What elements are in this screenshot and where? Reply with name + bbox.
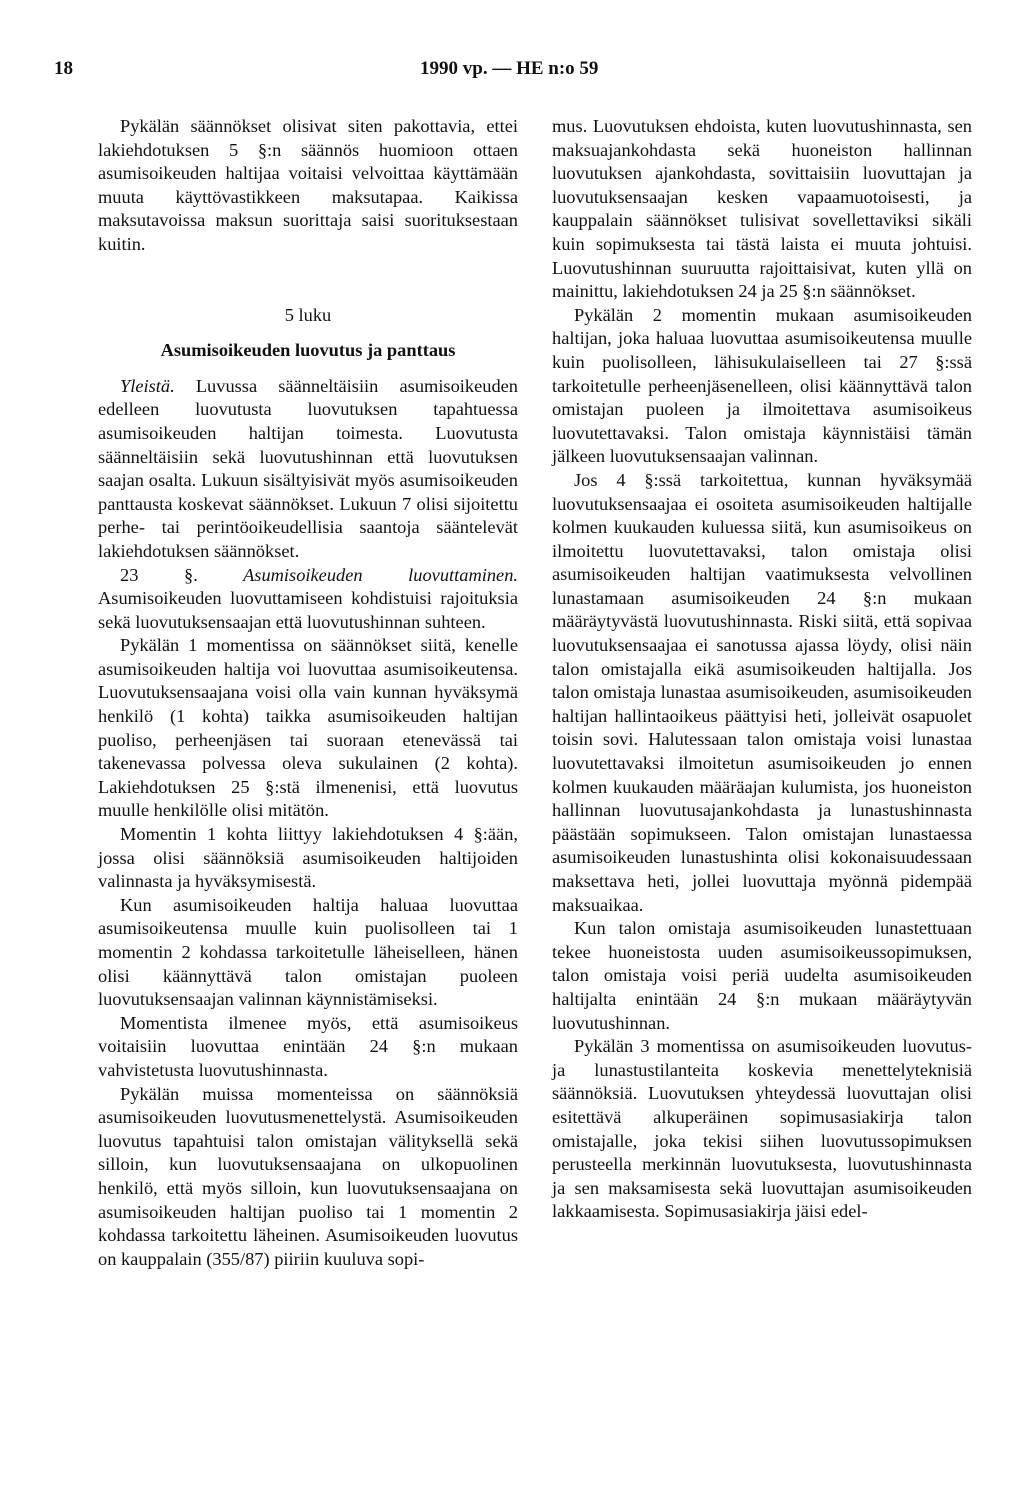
paragraph: Pykälän säännökset olisivat siten pakottavia, ettei lakiehdotuksen 5 §:n säännös huomioon ottaen asumisoikeuden haltijaa voitaisi velvoittaa käyttämään muuta käyttövastikkeen maksutapaa. Kaikissa maksutavoissa maksun suorittaja saisi suorituksestaan kuitin.	[98, 116, 518, 254]
page-number: 18	[54, 58, 73, 79]
paragraph: mus. Luovutuksen ehdoista, kuten luovutushinnasta, sen maksuajankohdasta sekä huoneiston hallinnan luovutuksen ajankohdasta, sovittaisiin luovuttajan ja luovutuksensaajan kesken vapaamuotoisesti, ja kauppalain säännökset tulisivat sovellettaviksi sikäli kuin sopimuksesta tai tästä laista ei muuta johtuisi. Luovutushinnan suuruutta rajoittaisivat, kuten yllä on mainittu, lakiehdotuksen 24 ja 25 §:n säännökset.	[552, 116, 972, 302]
left-column	[98, 115, 518, 1271]
section-title: Asumisoikeuden luovuttaminen.	[197, 564, 518, 585]
paragraph: Kun talon omistaja asumisoikeuden lunastettuaan tekee huoneistosta uuden asumisoikeussopimuksen, talon omistaja voisi periä uudelta asumisoikeuden haltijalta enintään 24 §:n mukaan määräytyvän luovutushinnan.	[552, 918, 972, 1033]
paragraph	[98, 564, 518, 635]
chapter-title: Asumisoikeuden luovutus ja panttaus	[160, 340, 456, 361]
paragraph: Pykälän 1 momentissa on säännökset siitä, kenelle asumisoikeuden haltija voi luovuttaa asumisoikeutensa. Luovutuksensaajana voisi olla vain kunnan hyväksymä henkilö (1 kohta) taikka asumisoikeuden haltijan puoliso, perheenjäsen tai suoraan etenevässä tai takenevassa polvessa oleva sukulainen (2 kohta). Lakiehdotuksen 25 §:stä ilmenenisi, että luovutus muulle henkilölle olisi mitätön.	[98, 635, 518, 821]
paragraph-text: Luvussa säänneltäisiin asumisoikeuden edelleen luovutusta luovutuksen tapahtuessa asumisoikeuden haltijan toimesta. Luovutusta säänneltäisiin sekä luovutushinnan että luovutuksen saajan osalta. Lukuun sisältyisivät myös asumisoikeuden panttausta koskevat säännökset. Lukuun 7 olisi sijoitettu perhe- tai perintöoikeudellisia saantoja sääntelevät lakiehdotuksen säännökset.	[98, 375, 518, 561]
paragraph	[98, 375, 518, 564]
paragraph: Momentista ilmenee myös, että asumisoikeus voitaisiin luovuttaa enintään 24 §:n mukaan vahvistetusta luovutushinnasta.	[98, 1012, 518, 1080]
paragraph-text: Asumisoikeuden luovuttamiseen kohdistuisi rajoituksia sekä luovutuksensaajan että luovutushinnan suhteen.	[98, 588, 518, 632]
right-column	[552, 115, 972, 1224]
paragraph: Pykälän 3 momentissa on asumisoikeuden luovutus- ja lunastustilanteita koskevia menettelyteknisiä säännöksiä. Luovutuksen yhteydessä luovuttajan olisi esitettävä alkuperäinen sopimusasiakirja talon omistajalle, joka tekisi siihen luovutussopimuksen perusteella merkinnän luovutuksesta, luovutushinnasta ja sen maksamisesta sekä luovuttajan asumisoikeuden lakkaamisesta. Sopimusasiakirja jäisi edel-	[552, 1036, 972, 1222]
paragraph: Kun asumisoikeuden haltija haluaa luovuttaa asumisoikeutensa muulle kuin puolisolleen tai 1 momentin 2 kohdassa tarkoitetulle läheiselleen, hänen olisi käännyttävä talon omistajan puoleen luovutuksensaajan valinnan käynnistämiseksi.	[98, 894, 518, 1010]
section-number: 23 §.	[120, 564, 198, 585]
paragraph: Momentin 1 kohta liittyy lakiehdotuksen 4 §:ään, jossa olisi säännöksiä asumisoikeuden haltijoiden valinnasta ja hyväksymisestä.	[98, 824, 518, 892]
paragraph: Pykälän muissa momenteissa on säännöksiä asumisoikeuden luovutusmenettelystä. Asumisoikeuden luovutus tapahtuisi talon omistajan välityksellä sekä silloin, kun luovutuksensaajana on ulkopuolinen henkilö, että myös silloin, kun luovutuksensaajana on asumisoikeuden haltijan puoliso tai 1 momentin 2 kohdassa tarkoitettu läheinen. Asumisoikeuden luovutus on kauppalain (355/87) piiriin kuuluva sopi-	[98, 1083, 518, 1269]
paragraph: Pykälän 2 momentin mukaan asumisoikeuden haltijan, joka haluaa luovuttaa asumisoikeutensa muulle kuin puolisolleen, lähisukulaiselleen tai 27 §:ssä tarkoitetulle perheenjäsenelleen, olisi käännyttävä talon omistajan puoleen ja ilmoitettava asumisoikeus luovutettavaksi. Talon omistaja käynnistäisi tämän jälkeen luovutuksensaajan valinnan.	[552, 304, 972, 467]
paragraph-lead: Yleistä.	[120, 375, 175, 396]
running-header: 1990 vp. — HE n:o 59	[420, 58, 599, 79]
paragraph: Jos 4 §:ssä tarkoitettua, kunnan hyväksymää luovutuksensaajaa ei osoiteta asumisoikeuden haltijalle kolmen kuukauden kuluessa siitä, kun asumisoikeus on ilmoitettu luovutettavaksi, talon omistaja olisi asumisoikeuden haltijan vaatimuksesta velvollinen lunastamaan asumisoikeuden 24 §:n mukaan määräytyvästä luovutushinnasta. Riski siitä, että sopivaa luovutuksensaajaa ei sanotussa ajassa löydy, olisi näin talon omistajalla eikä asumisoikeuden haltijalla. Jos talon omistaja lunastaa asumisoikeuden, asumisoikeuden haltijan hallintaoikeus päättyisi heti, jolleivät osapuolet toisin sovi. Halutessaan talon omistaja voisi lunastaa luovutettavaksi ilmoitetun asumisoikeuden jo ennen kolmen kuukauden määräajan kulumista, jos huoneiston hallinnan luovutusajankohdasta ja lunastushinnasta päästään sopimukseen. Talon omistajan lunastaessa asumisoikeuden lunastushinta olisi kokonaisuudessaan maksettava heti, jollei luovuttaja myönnä pidempää maksuaikaa.	[552, 469, 972, 915]
chapter-number: 5 luku	[284, 304, 332, 325]
